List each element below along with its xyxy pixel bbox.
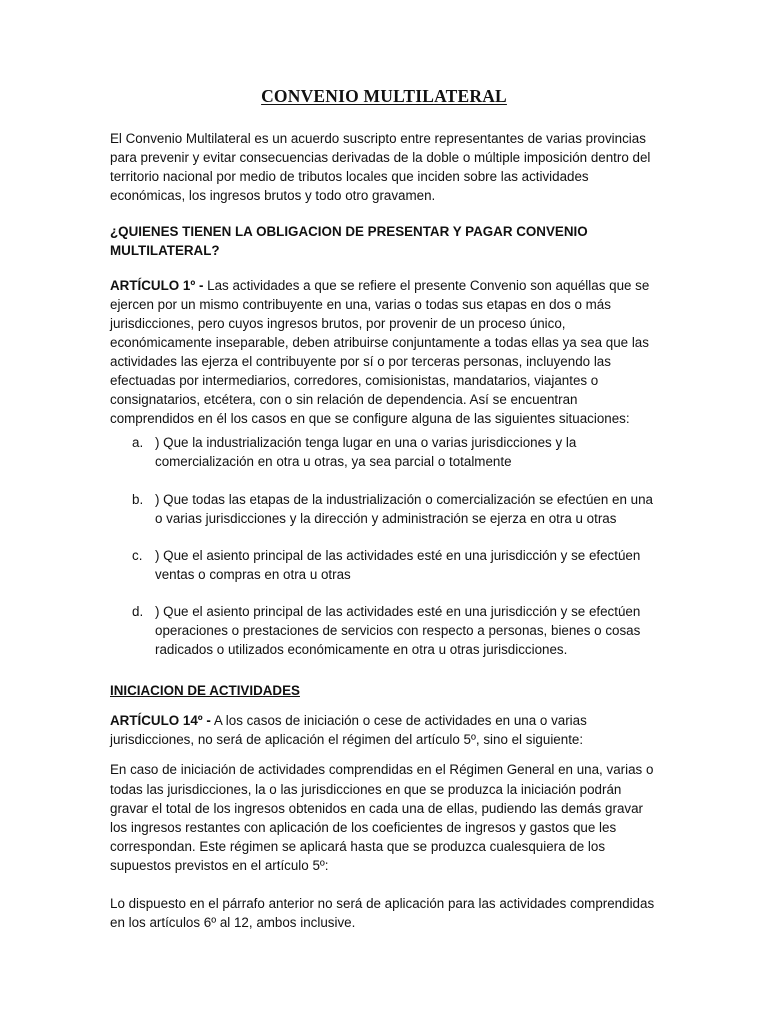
article-1-paragraph — [110, 276, 658, 429]
list-item — [110, 490, 658, 528]
list-item-text: ) Que el asiento principal de las actividades esté en una jurisdicción y se efectúen ventas o compras en otra u otras — [155, 547, 641, 582]
general-regime-paragraph: En caso de iniciación de actividades comprendidas en el Régimen General en una, varias o todas las jurisdicciones, la o las jurisdicciones en que se produzca la iniciación podrán gravar el total de los ingresos obtenidos en cada una de ellas, pudiendo las demás gravar los ingresos restantes con aplicación de los coeficientes de ingresos y gastos que les correspondan. Este régimen se aplicará hasta que se produzca cualesquiera de los supuestos previstos en el artículo 5º: — [110, 762, 654, 873]
list-item-marker: b. — [132, 491, 144, 507]
article-1-text: Las actividades a que se refiere el presente Convenio son aquéllas que se ejercen por un mismo contribuyente en una, varias o todas sus etapas en dos o más jurisdicciones, pero cuyos ingresos brutos, por provenir de un proceso único, económicamente inseparable, deben atribuirse conjuntamente a todas ellas ya sea que las actividades las ejerza el contribuyente por sí o por terceras personas, incluyendo las efectuadas por intermediarios, corredores, comisionistas, mandatarios, viajantes o consignatarios, etcétera, con o sin relación de dependencia. Así se encuentran comprendidos en él los casos en que se configure alguna de las siguientes situaciones: — [110, 277, 650, 427]
list-item-text: ) Que la industrialización tenga lugar en una o varias jurisdicciones y la comercialización en otra u otras, ya sea parcial o totalmente — [155, 435, 577, 470]
list-item-text: ) Que todas las etapas de la industrialización o comercialización se efectúen en una o varias jurisdicciones y la dirección y administración se ejerza en otra u otras — [155, 491, 653, 526]
obligation-question-heading: ¿QUIENES TIENEN LA OBLIGACION DE PRESENTAR Y PAGAR CONVENIO MULTILATERAL? — [110, 224, 588, 259]
article-14-label: ARTÍCULO 14º - — [110, 713, 211, 729]
article-1-label: ARTÍCULO 1º - — [110, 277, 204, 293]
document-title: CONVENIO MULTILATERAL — [261, 86, 507, 106]
intro-paragraph: El Convenio Multilateral es un acuerdo suscripto entre representantes de varias provincias para prevenir y evitar consecuencias derivadas de la doble o múltiple imposición dentro del territorio nacional por medio de tributos locales que inciden sobre las actividades económicas, los ingresos brutos y todo otro gravamen. — [110, 131, 651, 204]
list-item-marker: d. — [132, 603, 144, 619]
article-14-text: A los casos de iniciación o cese de actividades en una o varias jurisdicciones, no será de aplicación el régimen del artículo 5º, sino el siguiente: — [110, 713, 587, 748]
list-item-text: ) Que el asiento principal de las actividades esté en una jurisdicción y se efectúen operaciones o prestaciones de servicios con respecto a personas, bienes o cosas radicados o utilizados económicamente en otra u otras jurisdicciones. — [155, 603, 641, 658]
situations-list — [110, 433, 658, 659]
list-item-marker: c. — [132, 547, 143, 563]
section-heading-iniciacion: INICIACION DE ACTIVIDADES — [110, 683, 300, 699]
list-item — [110, 546, 658, 584]
list-item — [110, 602, 658, 659]
final-paragraph: Lo dispuesto en el párrafo anterior no será de aplicación para las actividades comprendidas en los artículos 6º al 12, ambos inclusive. — [110, 896, 655, 931]
list-item-marker: a. — [132, 435, 144, 451]
article-14-paragraph — [110, 711, 658, 749]
document-body — [110, 129, 658, 932]
list-item — [110, 433, 658, 471]
